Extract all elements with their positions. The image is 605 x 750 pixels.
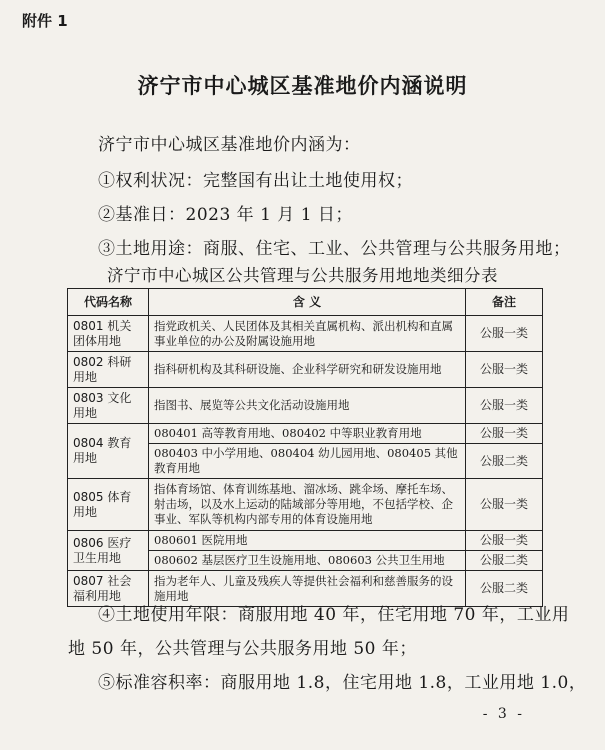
row-note: 公服一类: [466, 424, 543, 444]
row-note: 公服一类: [466, 479, 543, 531]
table-caption: 济宁市中心城区公共管理与公共服务用地地类细分表: [107, 266, 498, 285]
row-definition: 指科研机构及其科研设施、企业科学研究和研发设施用地: [149, 352, 466, 388]
table-row: [68, 479, 543, 531]
row-note: 公服二类: [466, 551, 543, 571]
table-row: [68, 424, 543, 444]
header-code: 代码名称: [68, 289, 149, 316]
row-code: 0805 体育用地: [68, 479, 149, 531]
row-definition: 指图书、展览等公共文化活动设施用地: [149, 388, 466, 424]
term-item-line1: ④土地使用年限：商服用地 40 年，住宅用地 70 年，工业用: [98, 605, 570, 625]
row-definition: 080401 高等教育用地、080402 中等职业教育用地: [149, 424, 466, 444]
header-note: 备注: [466, 289, 543, 316]
attachment-label: 附件 1: [22, 12, 68, 30]
row-definition: 080403 中小学用地、080404 幼儿园用地、080405 其他教育用地: [149, 444, 466, 479]
row-note: 公服一类: [466, 316, 543, 352]
base-date-item: ②基准日：2023 年 1 月 1 日；: [98, 205, 353, 225]
row-definition: 080601 医院用地: [149, 531, 466, 551]
header-definition: 含 义: [149, 289, 466, 316]
term-item-line2: 地 50 年，公共管理与公共服务用地 50 年；: [68, 639, 417, 659]
row-code: 0804 教育用地: [68, 424, 149, 479]
row-code: 0801 机关团体用地: [68, 316, 149, 352]
rights-item: ①权利状况：完整国有出让土地使用权；: [98, 171, 413, 191]
row-code: 0802 科研用地: [68, 352, 149, 388]
row-note: 公服二类: [466, 444, 543, 479]
table-row: [68, 352, 543, 388]
row-note: 公服一类: [466, 352, 543, 388]
far-item: ⑤标准容积率：商服用地 1.8，住宅用地 1.8，工业用地 1.0，: [98, 673, 587, 693]
page-title: 济宁市中心城区基准地价内涵说明: [137, 73, 468, 98]
table-row: [68, 316, 543, 352]
row-note: 公服一类: [466, 388, 543, 424]
table-row: [68, 531, 543, 551]
row-definition: 指党政机关、人民团体及其相关直属机构、派出机构和直属事业单位的办公及附属设施用地: [149, 316, 466, 352]
land-class-table: [67, 288, 543, 607]
row-definition: 指体育场馆、体育训练基地、溜冰场、跳伞场、摩托车场、射击场，以及水上运动的陆域部分等用地，不包括学校、企事业、军队等机构内部专用的体育设施用地: [149, 479, 466, 531]
land-use-item: ③土地用途：商服、住宅、工业、公共管理与公共服务用地；: [98, 239, 571, 259]
table-header-row: [68, 289, 543, 316]
row-code: 0807 社会福利用地: [68, 571, 149, 607]
row-code: 0806 医疗卫生用地: [68, 531, 149, 571]
table-row: [68, 388, 543, 424]
page-number: - 3 -: [482, 706, 525, 722]
row-note: 公服一类: [466, 531, 543, 551]
row-definition: 080602 基层医疗卫生设施用地、080603 公共卫生用地: [149, 551, 466, 571]
intro-paragraph: 济宁市中心城区基准地价内涵为：: [98, 135, 361, 155]
row-code: 0803 文化用地: [68, 388, 149, 424]
row-note: 公服二类: [466, 571, 543, 607]
row-definition: 指为老年人、儿童及残疾人等提供社会福利和慈善服务的设施用地: [149, 571, 466, 607]
